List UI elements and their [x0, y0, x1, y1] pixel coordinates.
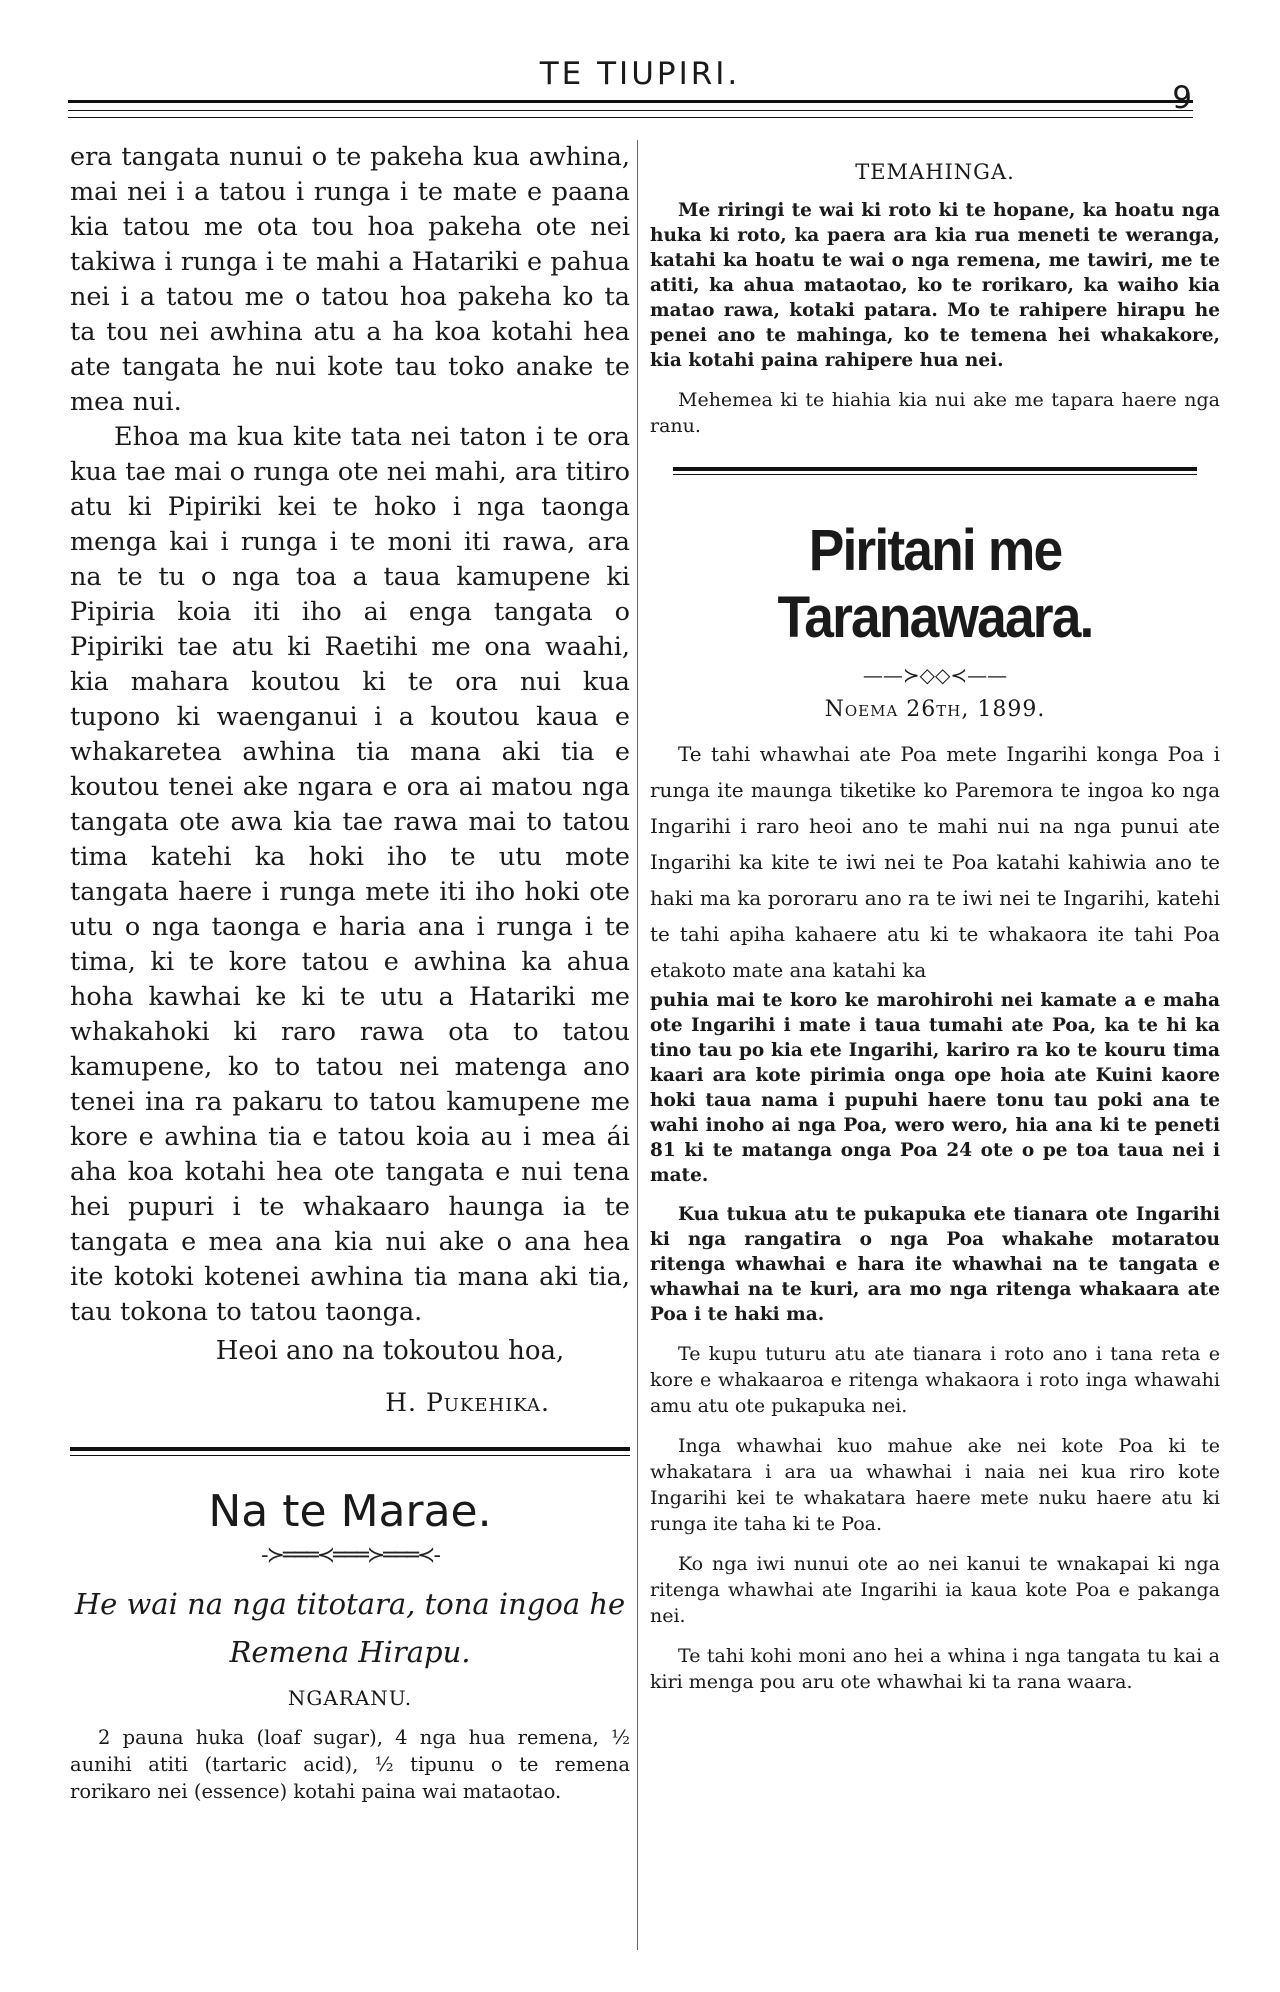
left-paragraph: era tangata nunui o te pakeha kua awhina, mai nei i a tatou i runga i te mate e paana kia tatou me ota tou hoa pakeha ote nei takiwa i runga i te mahi a Hatariki e pahua nei i a tatou me o tatou hoa pakeha ko ta ta tou nei awhina atu a ha koa kotahi hea ate tangata he nui kote tau toko anake te mea nui.	[70, 142, 630, 417]
recipe-ingredients: 2 pauna huka (loaf sugar), 4 nga hua remena, ½ aunihi atiti (tartaric acid), ½ tipunu o te remena rorikaro nei (essence) kotahi paina wai mataotao.	[70, 1726, 630, 1803]
header-rule-thin	[68, 110, 1193, 111]
header-rule-thick	[68, 100, 1193, 103]
left-paragraph: Ehoa ma kua kite tata nei taton i te ora kua tae mai o runga ote nei mahi, ara titiro atu ki Pipiriki kei te hoko i nga taonga menga kai i runga i te moni iti rawa, ara na te tu o nga toa a taua kamupene ki Pipiria koia iti iho ai enga tangata o Pipiriki tae atu ki Raetihi me ona waahi, kia mahara koutou ki te ora nui kua tupono ki waenganui i a koutou kaua e whakaretea awhina tia mana aki tia e koutou tenei ake ngara e ora ai matou nga tangata ote awa kia tae rawa mai to tatou tima katehi ka hoki iho te utu mote tangata haere i runga mete iti iho hoki ote utu o nga taonga e haria ana i runga i te tima, ki te kore tatou e awhina ka ahua hoha kawhai ke ki te utu a Hatariki me whakahoki ki raro rawa ota to tatou kamupene, ko to tatou nei matenga ano tenei ina ra pakaru to tatou kamupene me kore e awhina tia e tatou koia au i mea ái aha koa kotahi hea ote tangata e nui tena hei pupuri i te whakaaro haunga ia te tangata e mea ana kia nui ake o ana hea ite kotoki kotenei awhina tia mana aki tia, tau tokona to tatou taonga.	[70, 422, 630, 1327]
left-column	[70, 140, 630, 1805]
recipe-subtitle: He wai na nga titotara, tona ingoa he Remena Hirapu.	[74, 1587, 626, 1669]
news-paragraph: Te tahi whawhai ate Poa mete Ingarihi konga Poa i runga ite maunga tiketike ko Paremora te ingoa ko nga Ingarihi i raro heoi ano te mahi nui na nga punui ate Ingarihi ka kite te iwi nei te Poa katahi kahiwia ano te haki ma ka pororaru ano ra te iwi nei te Ingarihi, katehi te tahi apiha kahaere atu ki te whakaora ite tahi Poa etakoto mate ana katahi ka	[650, 742, 1220, 982]
letter-signature: H. Pukehika.	[385, 1388, 550, 1417]
letter-signoff: Heoi ano na tokoutou hoa,	[215, 1336, 565, 1366]
news-paragraph: Te kupu tuturu atu ate tianara i roto ano i tana reta e kore e whakaaroa e ritenga whakaora i roto inga whawahi amu atu ote pukapuka nei.	[650, 1343, 1220, 1417]
news-paragraph: Inga whawhai kuo mahue ake nei kote Poa ki te whakatara i ara ua whawhai i naia nei kua riro kote Ingarihi kei te whakatara haere mete nuku haere atu ki runga ite taha ki te Poa.	[650, 1435, 1220, 1535]
column-divider	[637, 140, 638, 1950]
news-paragraph: Te tahi kohi moni ano hei a whina i nga tangata tu kai a kiri menga pou aru ote whawhai ki ta rana waara.	[650, 1645, 1220, 1693]
right-rule-thick	[673, 467, 1197, 471]
left-article	[70, 140, 630, 1330]
method-note: Mehemea ki te hiahia kia nui ake me tapara haere nga ranu.	[650, 389, 1220, 437]
section-rule-thin	[70, 1455, 630, 1456]
recipe-heading: NGARANU.	[287, 1686, 413, 1710]
method-heading: TEMAHINGA.	[855, 160, 1015, 184]
headline-ornament: ——≻◇◇≺——	[862, 663, 1008, 687]
news-paragraph: Ko nga iwi nunui ote ao nei kanui te wnakapai ki nga ritenga whawhai ate Ingarihi ia kaua kote Poa e pakanga nei.	[650, 1553, 1220, 1627]
header-rule-thin-lower	[68, 117, 1193, 118]
page-number: 9	[1172, 80, 1192, 116]
news-paragraph: Kua tukua atu te pukapuka ete tianara ote Ingarihi ki nga rangatira o nga Poa whakahe motaratou ritenga whawhai e hara ite whawhai na te tangata e whawhai na te kuri, ara mo nga ritenga whakaara ate Poa i te haki ma.	[650, 1204, 1220, 1325]
news-paragraph: puhia mai te koro ke marohirohi nei kamate a e maha ote Ingarihi i mate i taua tumahi ate Poa, ka te hi ka tino tau po kia ete Ingarihi, kariro ra ko te kouru tima kaari ara kote pirimia onga ope hoia ate Kuini kaore hoki taua nama i pupuhi haere tonu tau poki ana te wahi inoho ai nga Poa, wero wero, hia ana ki te peneti 81 ki te matanga onga Poa 24 ote o pe toa taua nei i mate.	[650, 990, 1220, 1186]
section-title: Na te Marae.	[208, 1486, 492, 1537]
running-title: TE TIUPIRI.	[539, 56, 741, 92]
news-dateline: Noema 26th, 1899.	[824, 697, 1046, 722]
right-column	[650, 140, 1220, 1695]
right-rule-thin	[673, 474, 1197, 475]
section-rule-thick	[70, 1447, 630, 1451]
ornament-divider: -≻═══≺═══≻═══≺-	[261, 1543, 439, 1568]
method-text: Me riringi te wai ki roto ki te hopane, ka hoatu nga huka ki roto, ka paera ara kia rua meneti te weranga, katahi ka hoatu te wai o nga remena, me tawiri, me te atiti, ka ahua mataotao, ko te rorikaro, ka waiho kia matao rawa, kotaki patara. Mo te rahipere hirapu he penei ano te mahinga, ko te temena hei whakakore, kia kotahi paina rahipere hua nei.	[650, 200, 1220, 371]
news-headline: Piritani me Taranawaara.	[777, 518, 1093, 650]
